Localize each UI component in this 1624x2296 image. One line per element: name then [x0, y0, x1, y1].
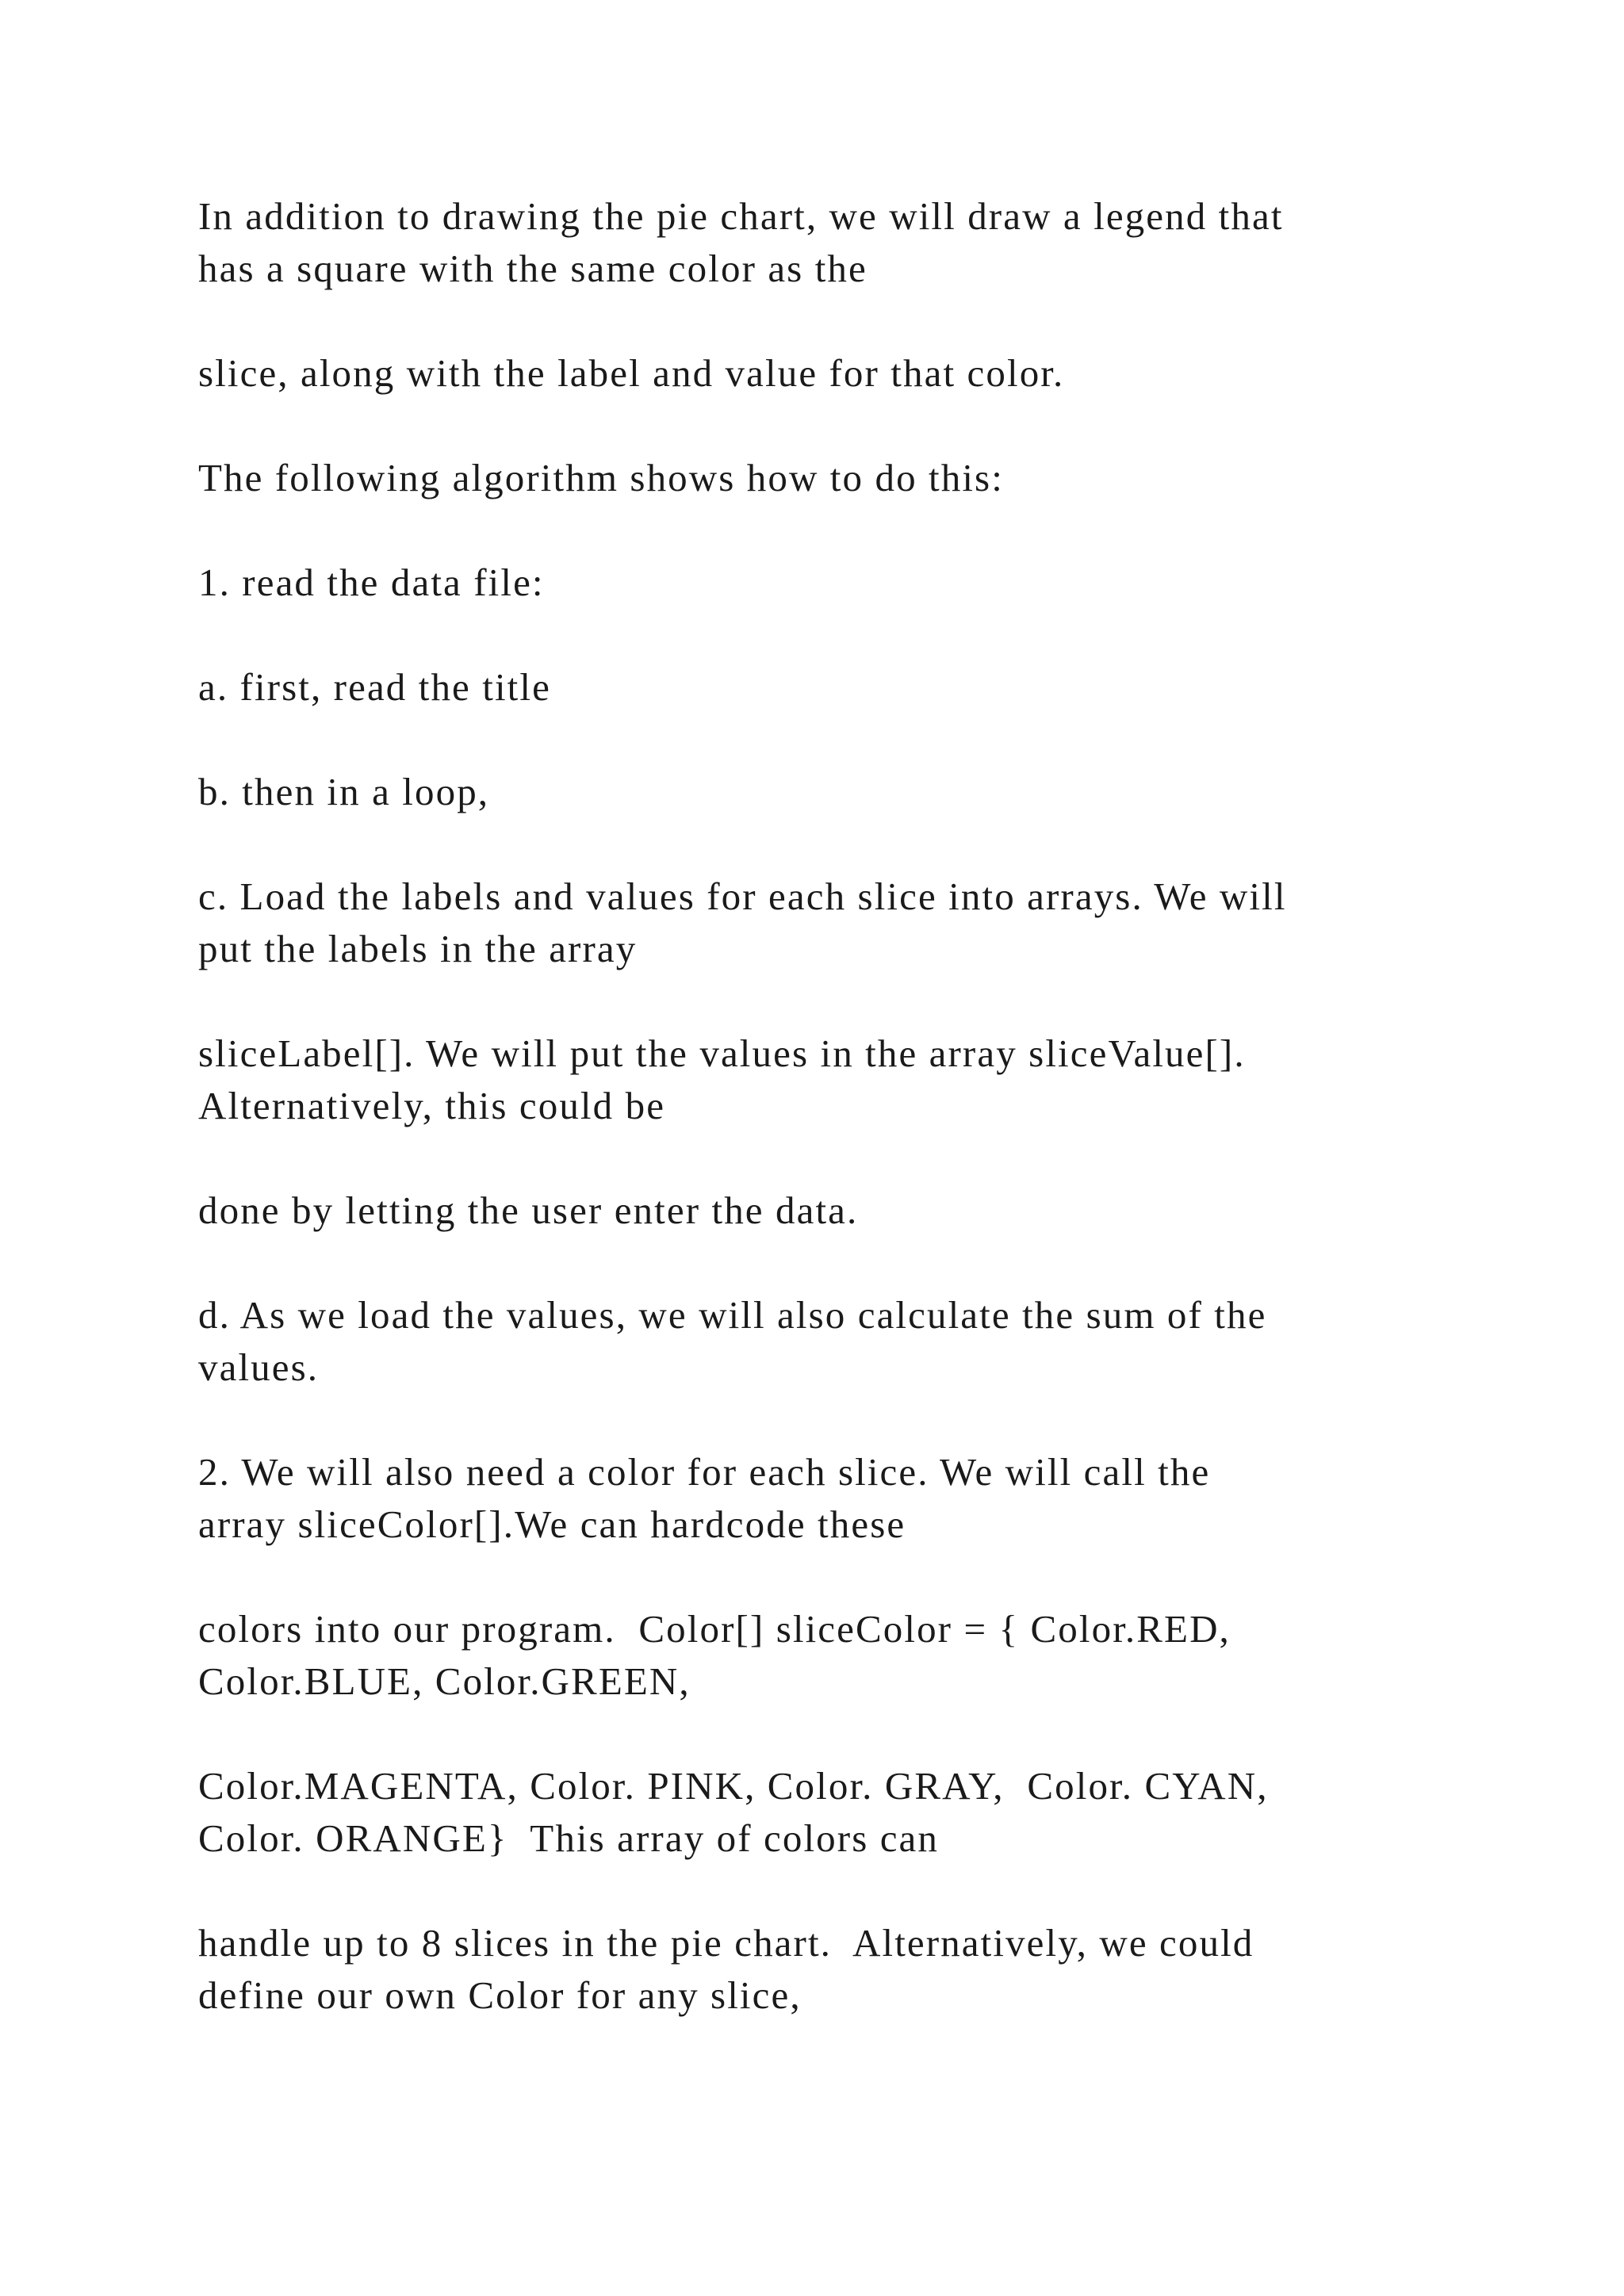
- paragraph-step-2: [198, 1446, 1467, 1551]
- text-line: c. Load the labels and values for each slice into arrays. We will: [198, 874, 1287, 918]
- paragraph-step-1b: [198, 766, 1467, 818]
- text-line: Color.MAGENTA, Color. PINK, Color. GRAY, Color. CYAN,: [198, 1764, 1269, 1808]
- text-line: put the labels in the array: [198, 927, 638, 970]
- paragraph-step-1a: [198, 661, 1467, 714]
- text-line: array sliceColor[].We can hardcode these: [198, 1502, 906, 1546]
- text-line: d. As we load the values, we will also calculate the sum of the: [198, 1293, 1267, 1337]
- text-line: done by letting the user enter the data.: [198, 1188, 859, 1232]
- text-line: handle up to 8 slices in the pie chart. Alternatively, we could: [198, 1921, 1254, 1965]
- paragraph-color-array: [198, 1603, 1467, 1708]
- paragraph-user-entry: [198, 1184, 1467, 1237]
- text-line: define our own Color for any slice,: [198, 1973, 802, 2017]
- text-line: sliceLabel[]. We will put the values in the array sliceValue[].: [198, 1031, 1246, 1075]
- text-line: In addition to drawing the pie chart, we will draw a legend that: [198, 194, 1284, 238]
- paragraph-step-1d: [198, 1289, 1467, 1394]
- paragraph-step-1: [198, 557, 1467, 609]
- paragraph-slice-label: [198, 347, 1467, 400]
- paragraph-slice-limit: [198, 1917, 1467, 2022]
- text-line: b. then in a loop,: [198, 770, 490, 813]
- text-line: a. first, read the title: [198, 665, 551, 709]
- text-line: values.: [198, 1345, 320, 1389]
- text-line: 1. read the data file:: [198, 561, 545, 604]
- text-line: slice, along with the label and value for that color.: [198, 351, 1065, 395]
- paragraph-color-list: [198, 1760, 1467, 1865]
- text-line: Color. ORANGE} This array of colors can: [198, 1816, 940, 1860]
- paragraph-algorithm-intro: [198, 452, 1467, 504]
- paragraph-slice-arrays: [198, 1027, 1467, 1132]
- paragraph-step-1c: [198, 871, 1467, 975]
- text-line: colors into our program. Color[] sliceColor = { Color.RED,: [198, 1607, 1231, 1651]
- text-line: 2. We will also need a color for each slice. We will call the: [198, 1450, 1211, 1494]
- text-line: Alternatively, this could be: [198, 1084, 666, 1127]
- paragraph-legend-intro: [198, 190, 1467, 295]
- document-page: [198, 190, 1467, 2074]
- text-line: has a square with the same color as the: [198, 247, 868, 290]
- text-line: The following algorithm shows how to do this:: [198, 456, 1004, 499]
- text-line: Color.BLUE, Color.GREEN,: [198, 1659, 691, 1703]
